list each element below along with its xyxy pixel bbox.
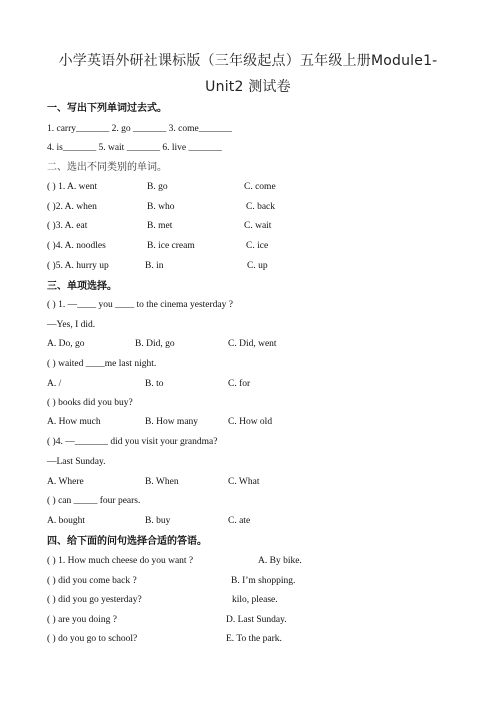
page-title-line-1: 小学英语外研社课标版（三年级起点）五年级上册Module1- — [58, 53, 438, 69]
s2-q4-option-c: C. ice — [246, 241, 269, 251]
s3-q4-option-a: A. Where — [47, 477, 84, 487]
s3-q2-option-b: B. to — [145, 379, 164, 389]
s2-q4-option-a: ( )4. A. noodles — [47, 241, 106, 251]
s3-q4-option-c: C. What — [228, 477, 260, 487]
s2-q1-option-c: C. come — [244, 182, 276, 192]
s4-q2-question: ( ) did you come back ? — [47, 576, 137, 586]
s3-q5-option-b: B. buy — [145, 516, 171, 526]
s3-q5-prompt: ( ) can _____ four pears. — [47, 496, 141, 506]
s2-q5-option-a: ( )5. A. hurry up — [47, 261, 109, 271]
s2-q3-option-c: C. wait — [244, 221, 272, 231]
s2-q3-option-a: ( )3. A. eat — [47, 221, 88, 231]
section-1-row-1: 1. carry_______ 2. go _______ 3. come_______ — [47, 124, 232, 134]
s4-q3-question: ( ) did you go yesterday? — [47, 595, 142, 605]
s3-q4-reply: —Last Sunday. — [47, 457, 106, 467]
s3-q1-option-a: A. Do, go — [47, 339, 85, 349]
s3-q1-option-c: C. Did, went — [228, 339, 277, 349]
s3-q4-prompt: ( )4. —_______ did you visit your grandma? — [47, 437, 218, 447]
section-3-heading: 三、单项选择。 — [47, 281, 117, 292]
s3-q1-reply: —Yes, I did. — [47, 320, 96, 330]
s4-answer-d: D. Last Sunday. — [226, 615, 287, 625]
section-1-row-2: 4. is_______ 5. wait _______ 6. live _______ — [47, 143, 222, 153]
s2-q4-option-b: B. ice cream — [147, 241, 195, 251]
s2-q1-option-b: B. go — [147, 182, 168, 192]
section-1-heading: 一、写出下列单词过去式。 — [47, 103, 167, 114]
s3-q1-prompt: ( ) 1. —____ you ____ to the cinema yesterday ? — [47, 300, 233, 310]
s2-q2-option-c: C. back — [246, 202, 276, 212]
page-title-line-2: Unit2 测试卷 — [205, 79, 291, 95]
s4-q5-question: ( ) do you go to school? — [47, 634, 138, 644]
section-2-heading: 二、选出不同类别的单词。 — [47, 162, 167, 173]
s3-q2-prompt: ( ) waited ____me last night. — [47, 359, 157, 369]
s3-q3-option-c: C. How old — [228, 417, 273, 427]
s4-answer-a: A. By bike. — [258, 556, 302, 566]
s3-q3-option-b: B. How many — [145, 417, 199, 427]
s2-q5-option-b: B. in — [145, 261, 164, 271]
s4-q4-question: ( ) are you doing ? — [47, 615, 117, 625]
s3-q5-option-c: C. ate — [228, 516, 251, 526]
s2-q1-option-a: ( ) 1. A. went — [47, 182, 98, 192]
s3-q5-option-a: A. bought — [47, 516, 85, 526]
s4-q1-question: ( ) 1. How much cheese do you want ? — [47, 556, 194, 566]
s3-q1-option-b: B. Did, go — [135, 339, 175, 349]
s3-q4-option-b: B. When — [145, 477, 179, 487]
s3-q3-option-a: A. How much — [47, 417, 101, 427]
s3-q3-prompt: ( ) books did you buy? — [47, 398, 133, 408]
s3-q2-option-c: C. for — [228, 379, 251, 389]
s2-q2-option-a: ( )2. A. when — [47, 202, 97, 212]
s4-answer-c: kilo, please. — [232, 595, 278, 605]
s2-q2-option-b: B. who — [147, 202, 175, 212]
s4-answer-b: B. I’m shopping. — [231, 576, 296, 586]
s3-q2-option-a: A. / — [47, 379, 62, 389]
s4-answer-e: E. To the park. — [226, 634, 282, 644]
s2-q5-option-c: C. up — [247, 261, 268, 271]
section-4-heading: 四、给下面的问句选择合适的答语。 — [47, 536, 207, 547]
s2-q3-option-b: B. met — [147, 221, 173, 231]
